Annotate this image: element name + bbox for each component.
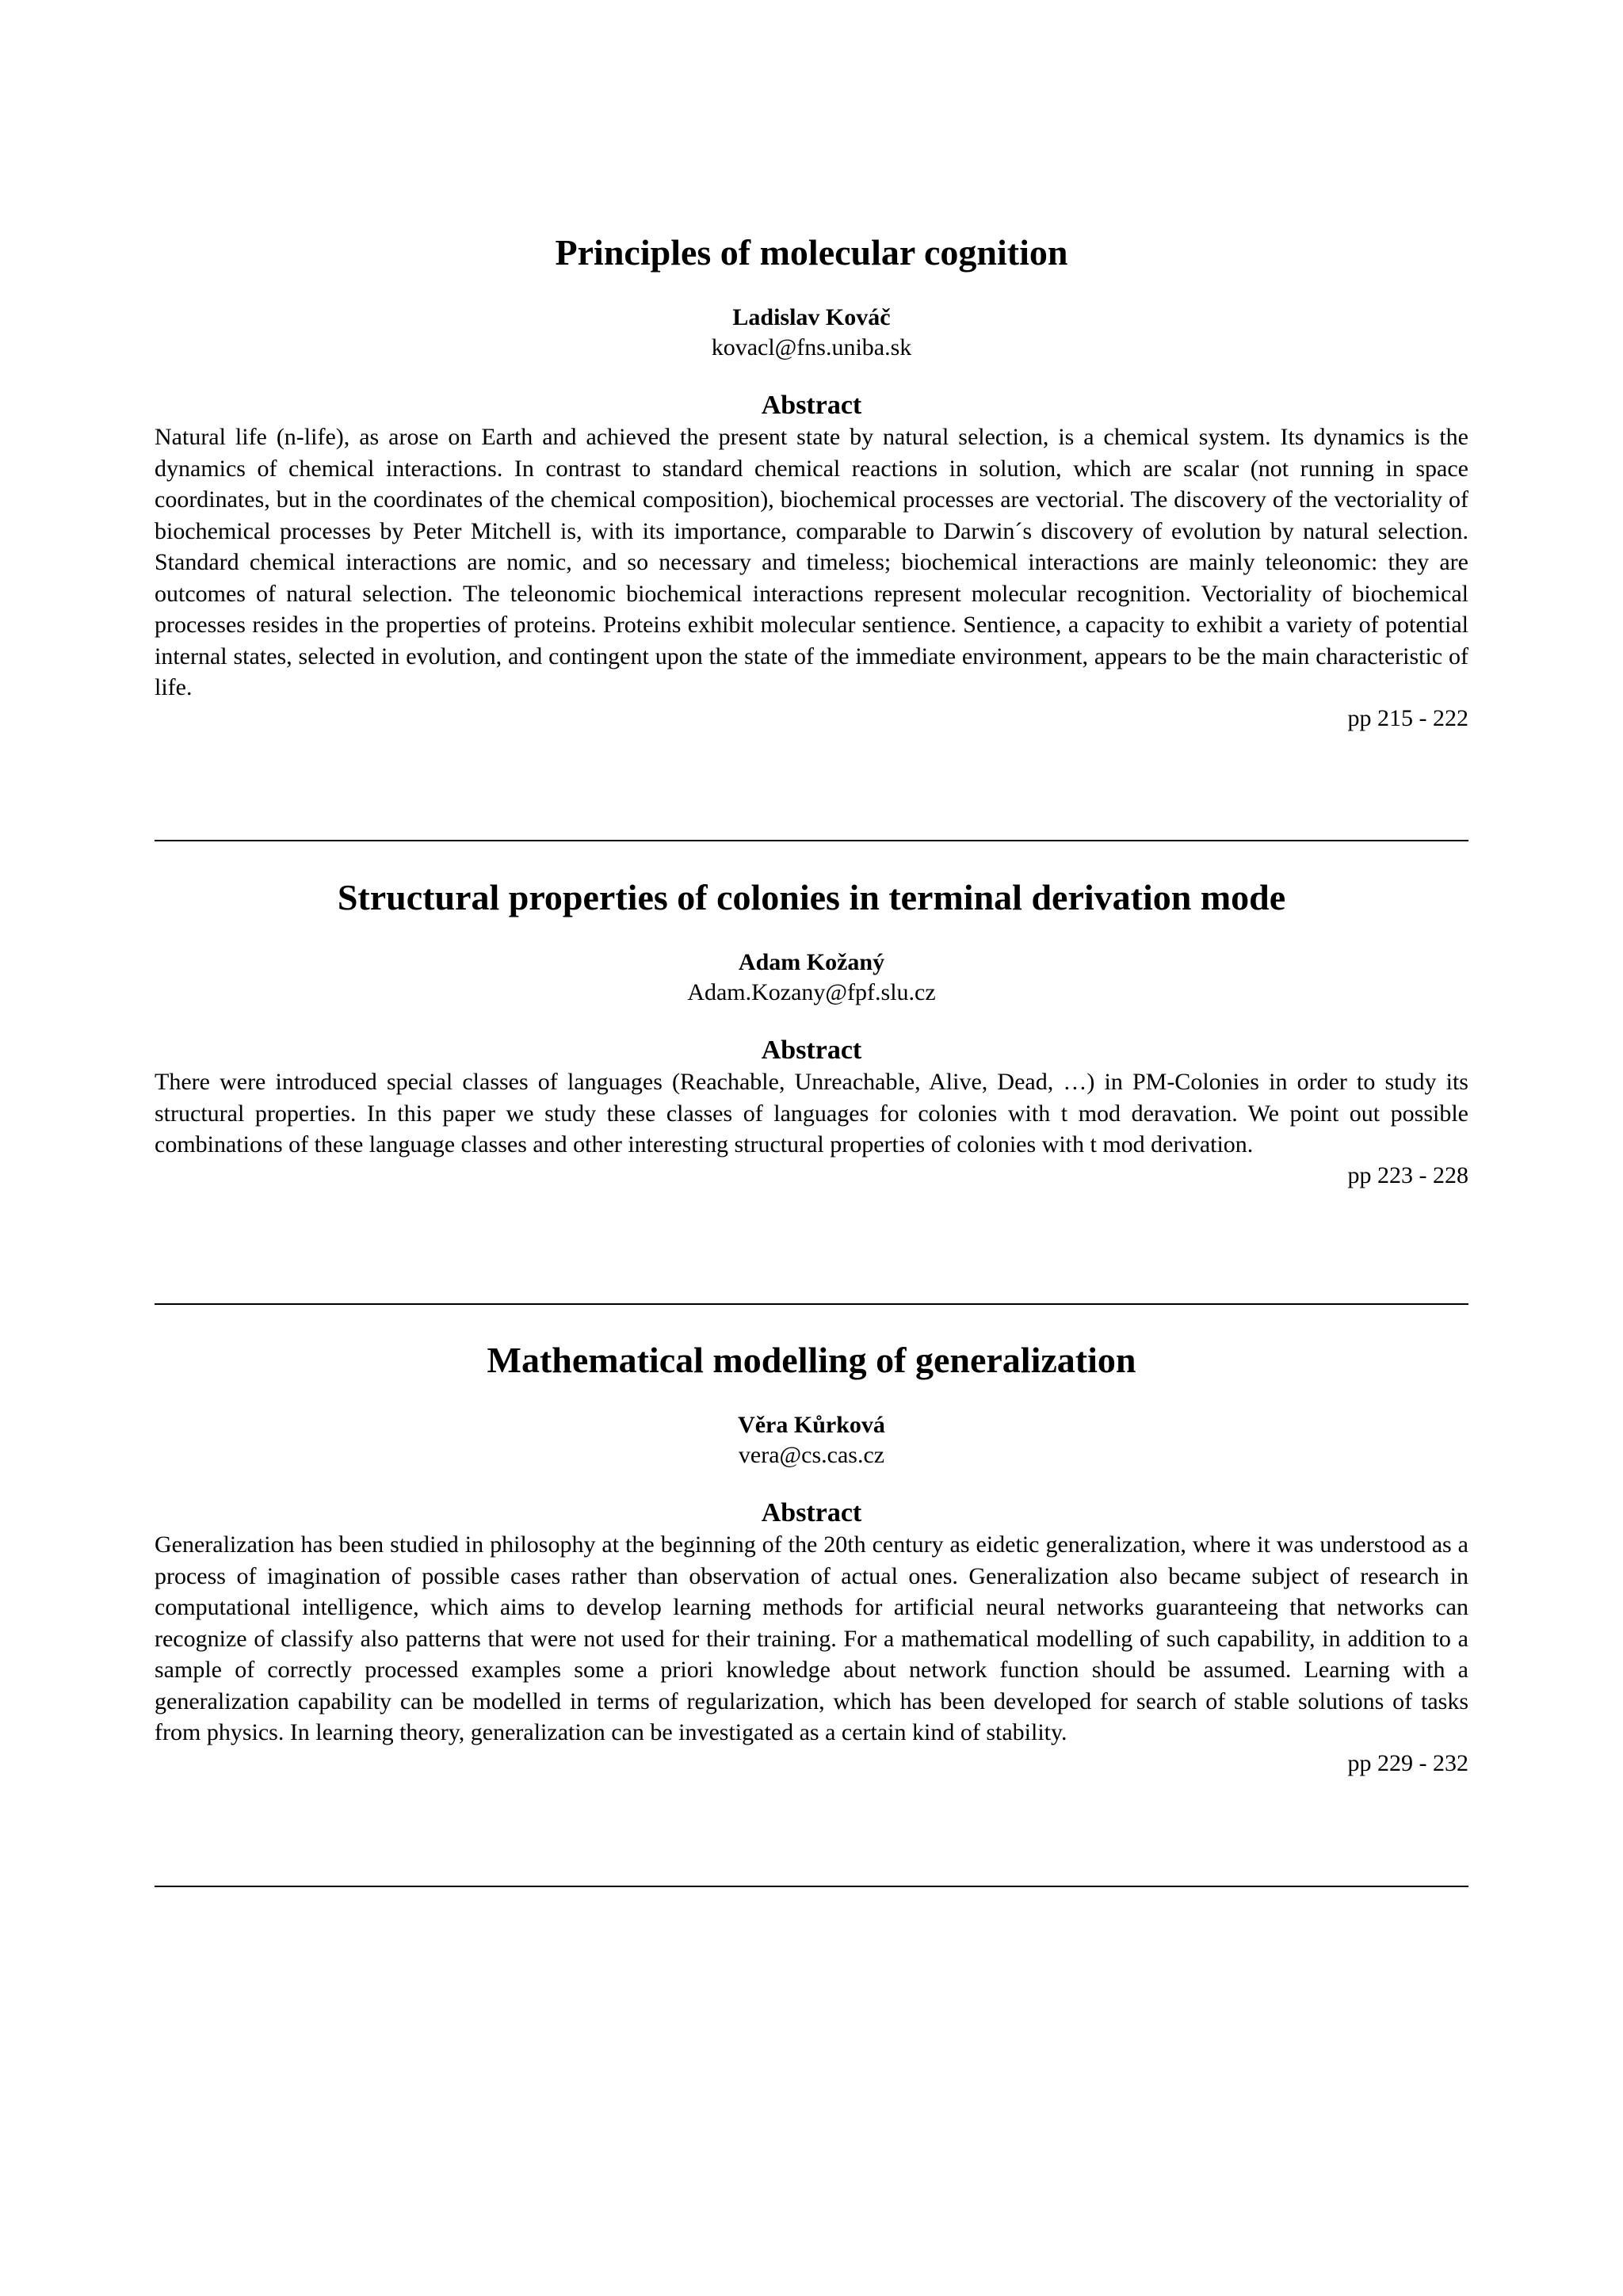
author-email: kovacl@fns.uniba.sk: [711, 334, 912, 360]
paper-entry: [155, 231, 1468, 734]
page-range: pp 215 - 222: [1347, 704, 1468, 731]
page-range: pp 229 - 232: [1347, 1749, 1468, 1776]
author-email: vera@cs.cas.cz: [738, 1442, 885, 1468]
page-range: pp 223 - 228: [1347, 1161, 1468, 1188]
author-name: Adam Kožaný: [738, 949, 885, 975]
abstract-text: There were introduced special classes of languages (Reachable, Unreachable, Alive, Dead, …) in PM-Colonies in order to study its structural properties. In this paper we study these classes of languages for colonies with t mod deravation. We point out possible combinations of these language classes and other interesting structural properties of colonies with t mod derivation.: [155, 1069, 1468, 1158]
section-divider: [155, 1303, 1468, 1305]
abstract-heading: Abstract: [761, 391, 862, 420]
author-name: Ladislav Kováč: [732, 304, 891, 330]
paper-entry: [155, 1339, 1468, 1779]
paper-title: Structural properties of colonies in terminal derivation mode: [337, 877, 1286, 917]
abstract-heading: Abstract: [761, 1498, 862, 1527]
abstract-text: Natural life (n-life), as arose on Earth and achieved the present state by natural selection, is a chemical system. Its dynamics is the dynamics of chemical interactions. In contrast to standard chemical reactions in solution, which are scalar (not running in space coordinates, but in the coordinates of the chemical composition), biochemical processes are vectorial. The discovery of the vectoriality of biochemical processes by Peter Mitchell is, with its importance, comparable to Darwin´s discovery of evolution by natural selection. Standard chemical interactions are nomic, and so necessary and timeless; biochemical interactions are mainly teleonomic: they are outcomes of natural selection. The teleonomic biochemical interactions represent molecular recognition. Vectoriality of biochemical processes resides in the properties of proteins. Proteins exhibit molecular sentience. Sentience, a capacity to exhibit a variety of potential internal states, selected in evolution, and contingent upon the state of the immediate environment, appears to be the main characteristic of life.: [155, 424, 1468, 700]
paper-entry: [155, 876, 1468, 1191]
abstract-text: Generalization has been studied in philosophy at the beginning of the 20th century as eidetic generalization, where it was understood as a process of imagination of possible cases rather than observation of actual ones. Generalization also became subject of research in computational intelligence, which aims to develop learning methods for artificial neural networks guaranteeing that networks can recognize of classify also patterns that were not used for their training. For a mathematical modelling of such capability, in addition to a sample of correctly processed examples some a priori knowledge about network function should be assumed. Learning with a generalization capability can be modelled in terms of regularization, which has been developed for search of stable solutions of tasks from physics. In learning theory, generalization can be investigated as a certain kind of stability.: [155, 1531, 1468, 1745]
author-email: Adam.Kozany@fpf.slu.cz: [687, 979, 936, 1005]
paper-title: Principles of molecular cognition: [555, 232, 1068, 273]
author-name: Věra Kůrková: [738, 1412, 885, 1438]
abstract-heading: Abstract: [761, 1035, 862, 1065]
section-divider: [155, 1886, 1468, 1887]
paper-title: Mathematical modelling of generalization: [487, 1340, 1136, 1380]
section-divider: [155, 840, 1468, 841]
